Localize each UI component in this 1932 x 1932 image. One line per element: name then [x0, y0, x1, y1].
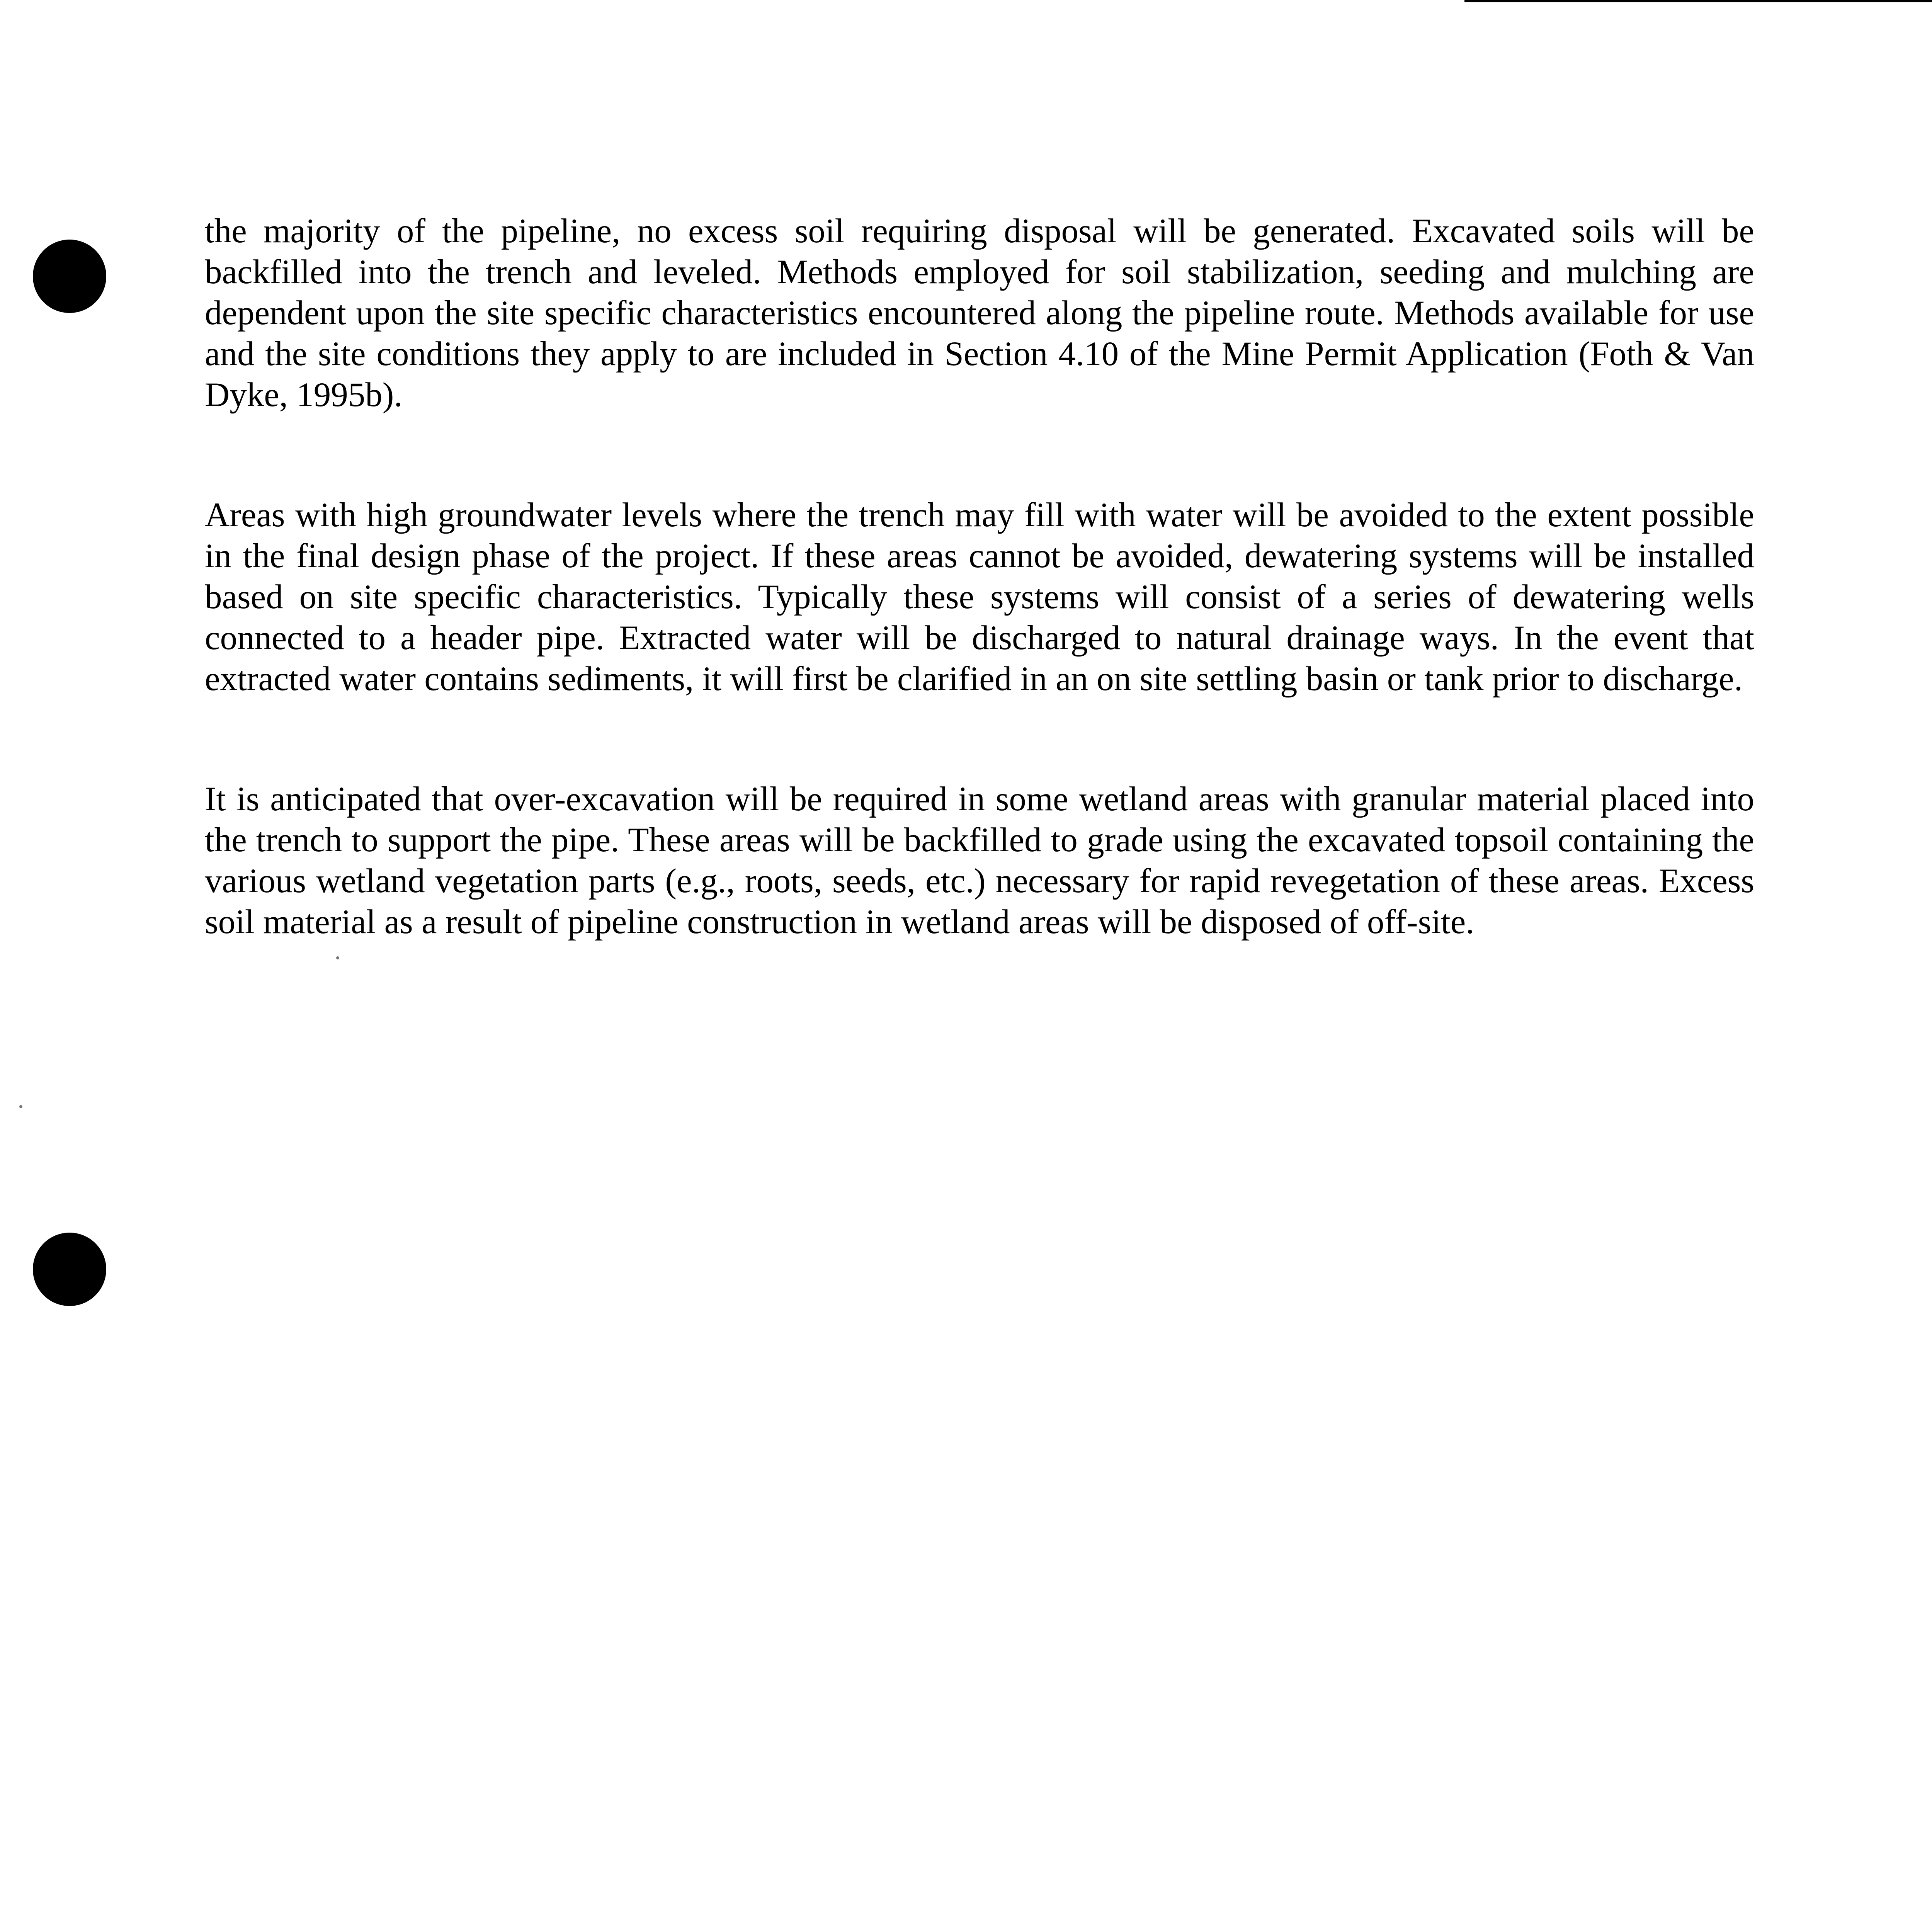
paragraph-groundwater-dewatering: Areas with high groundwater levels where the trench may fill with water will be avoided to the extent possible in the final design phase of the project. If these areas cannot be avoided, dewatering systems will be installed based on site specific characteristics. Typically these systems will consist of a series of dewatering wells connected to a header pipe. Extracted water will be discharged to natural drainage ways. In the event that extracted water contains sediments, it will first be clarified in an on site settling basin or tank prior to discharge.	[205, 496, 1754, 698]
scan-speck	[19, 1105, 22, 1108]
paragraph-soil-backfill: the majority of the pipeline, no excess soil requiring disposal will be generated. Excavated soils will be backfilled into the trench and leveled. Methods employed for soil stabilization, seeding and mulching are dependent upon the site specific characteristics encountered along the pipeline route. Methods available for use and the site conditions they apply to are included in Section 4.10 of the Mine Permit Application (Foth & Van Dyke, 1995b).	[205, 212, 1754, 414]
paragraph-wetland-excavation: It is anticipated that over-excavation will be required in some wetland areas with granular material placed into the trench to support the pipe. These areas will be backfilled to grade using the excavated topsoil containing the various wetland vegetation parts (e.g., roots, seeds, etc.) necessary for rapid revegetation of these areas. Excess soil material as a result of pipeline construction in wetland areas will be disposed of off-site.	[205, 780, 1754, 941]
document-body	[205, 211, 1754, 1022]
top-edge-rule	[1464, 0, 1932, 2]
binder-hole-top	[33, 240, 106, 313]
binder-hole-middle	[33, 1233, 106, 1306]
